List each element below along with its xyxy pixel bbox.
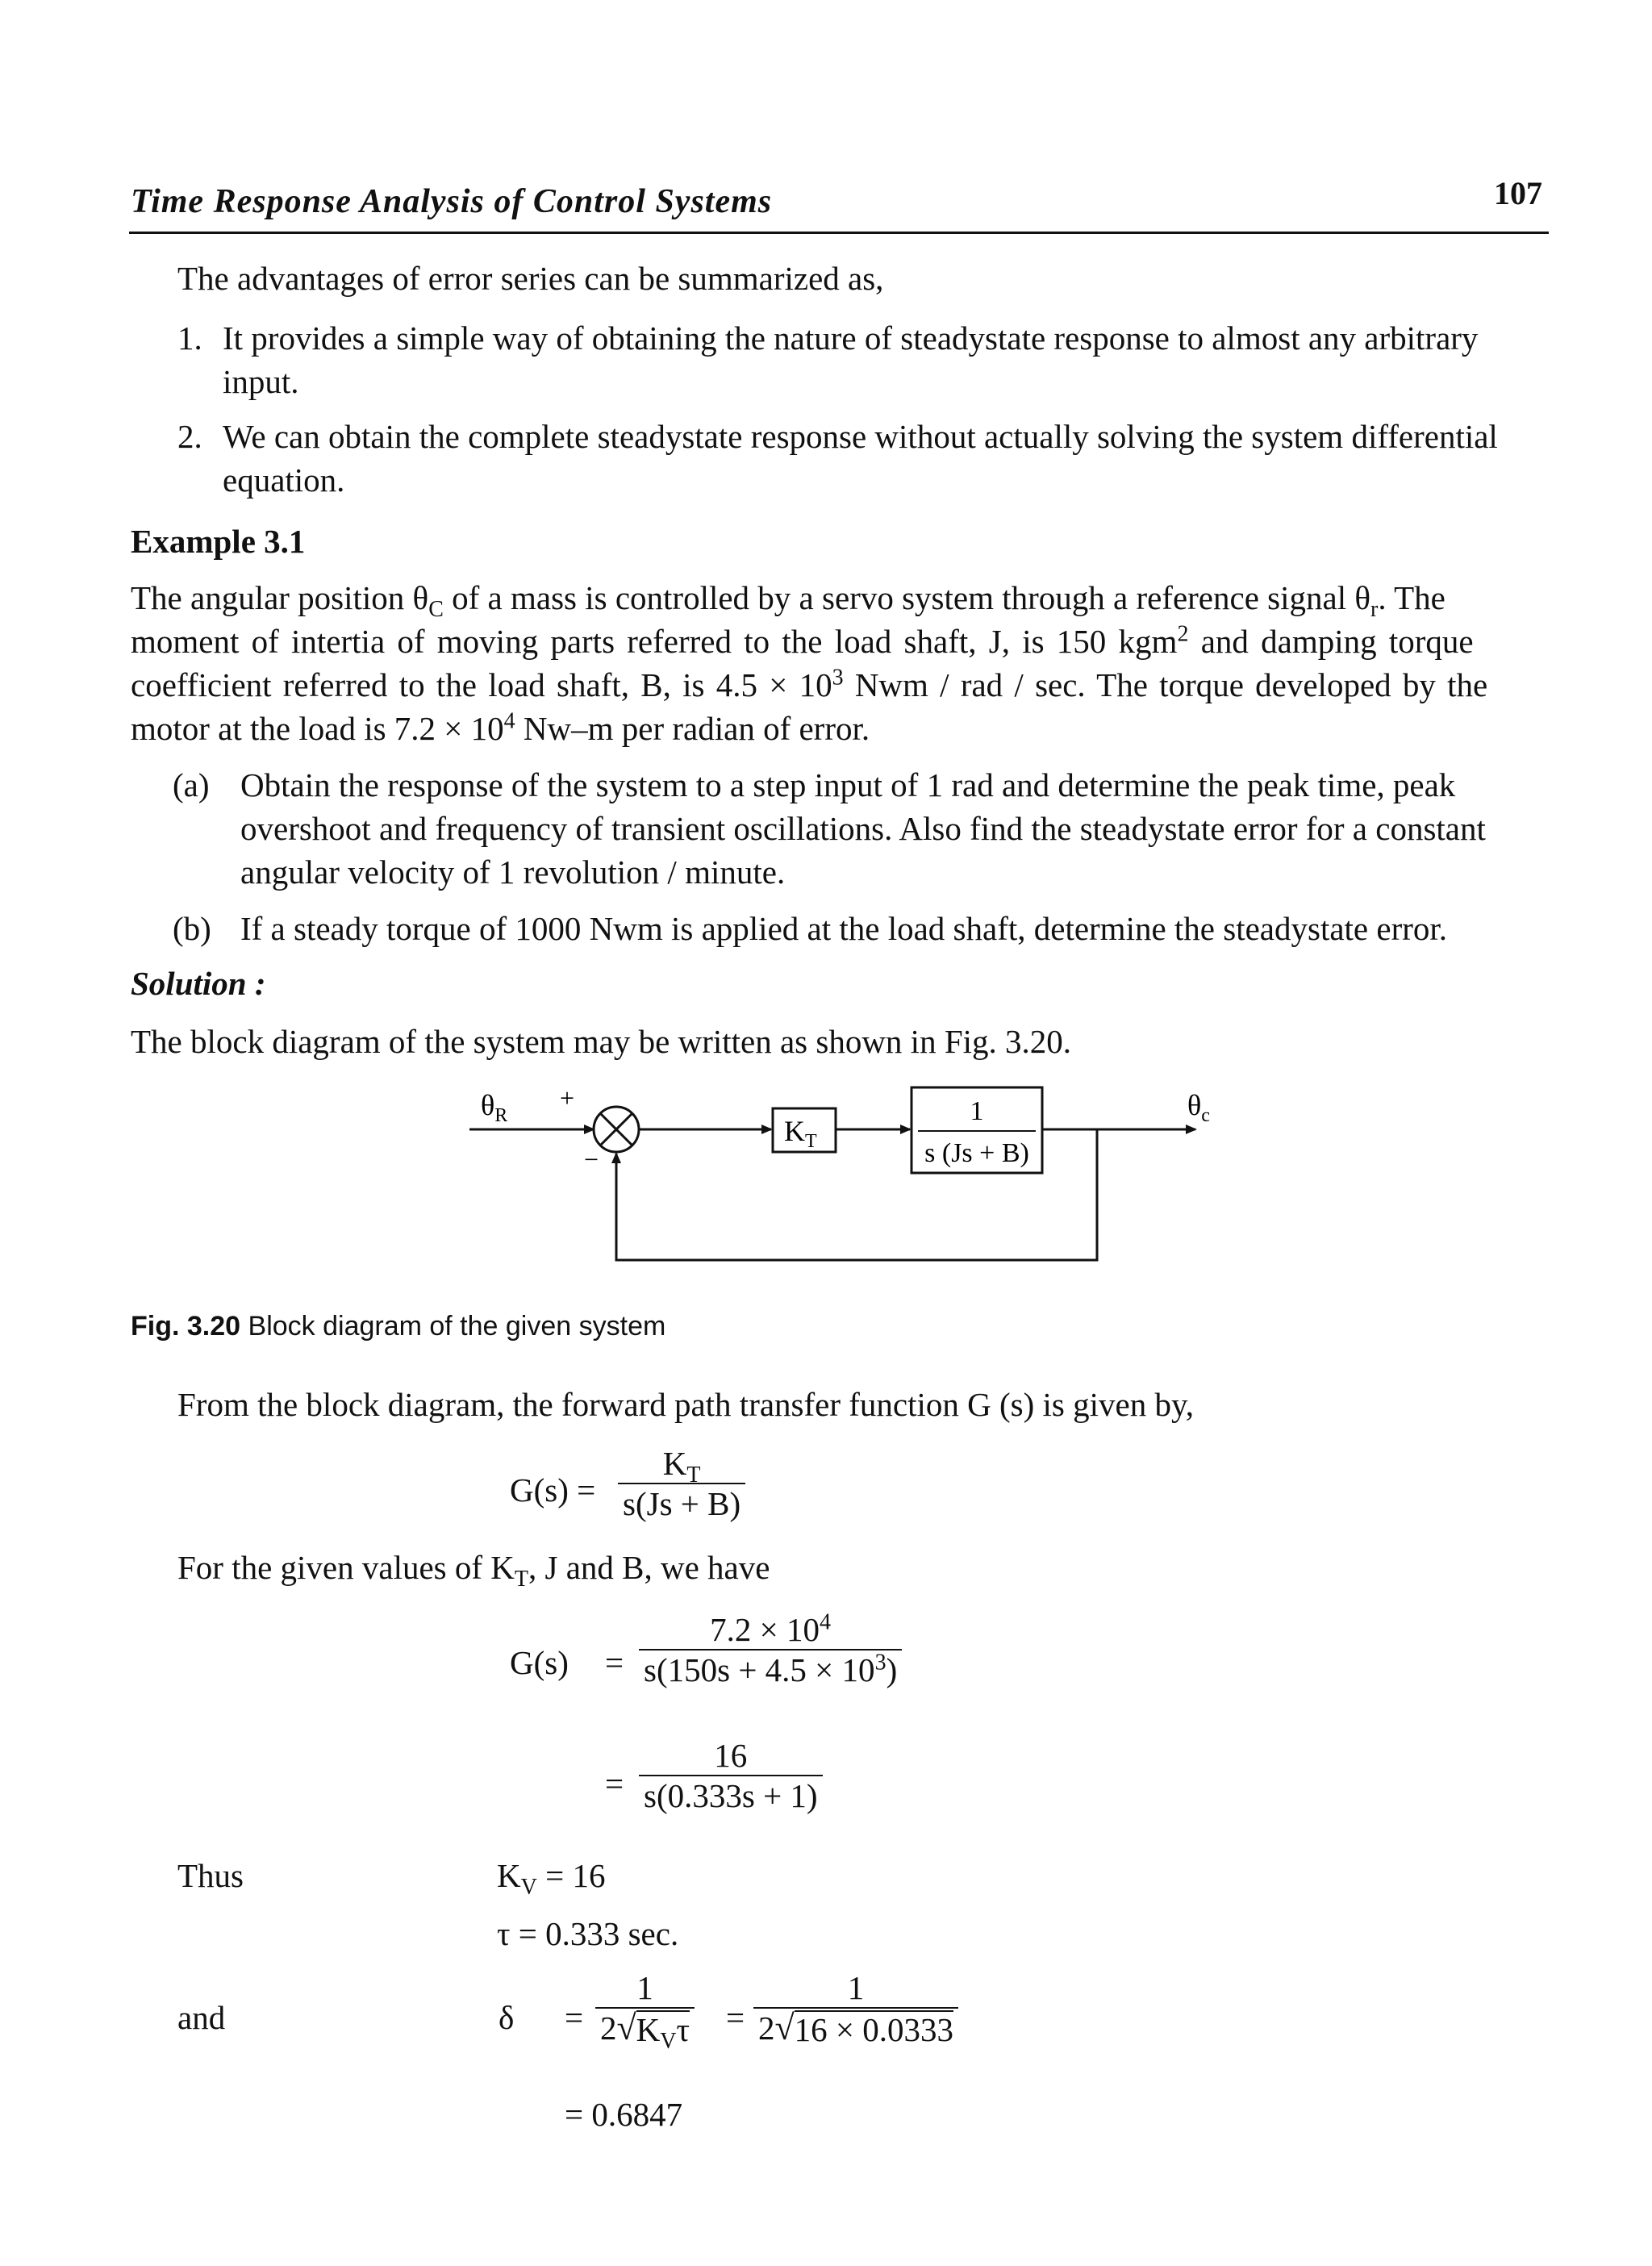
part-b-line-1: If a steady torque of 1000 Nwm is applied at the load shaft, determine the steadystate error.	[240, 910, 1448, 947]
delta-result: = 0.6847	[565, 2096, 683, 2133]
gain-block-label: $K_T$	[784, 1115, 817, 1152]
list-item-text: We can obtain the complete steadystate response without actually solving the system differential	[223, 418, 1498, 455]
part-a-line-3: angular velocity of 1 revolution / minute.	[240, 853, 786, 891]
figure-caption-text: Block diagram of the given system	[248, 1311, 666, 1342]
eq3-equals: =	[605, 1765, 624, 1802]
plus-sign: +	[560, 1083, 575, 1112]
solution-heading: Solution :	[131, 965, 266, 1002]
block-diagram	[452, 1073, 1242, 1283]
list-item-text-cont: input.	[223, 363, 299, 400]
delta-equals-2: =	[726, 1999, 745, 2036]
plant-denominator: s (Js + B)	[924, 1138, 1029, 1168]
eq2-equals: =	[605, 1644, 624, 1681]
minus-sign: −	[584, 1145, 599, 1174]
solution-text: The block diagram of the system may be written as shown in Fig. 3.20.	[131, 1023, 1072, 1060]
intro-lead: The advantages of error series can be summarized as,	[177, 260, 884, 297]
list-item-number: 2.	[177, 418, 202, 455]
delta-fraction-2: 1 2 √ 16 × 0.0333	[753, 1968, 958, 2047]
list-item-text-cont: equation.	[223, 461, 345, 499]
part-a-line-1: Obtain the response of the system to a step input of 1 rad and determine the peak time, peak	[240, 766, 1456, 803]
delta-symbol: δ	[499, 1999, 515, 2036]
example-text-line-4: motor at the load is $7.2 \times 10^4$ Nw–m per radian of error.	[131, 708, 870, 747]
page-number: 107	[1494, 175, 1542, 211]
list-item-number: 1.	[177, 319, 202, 357]
derivation-line-2: For the given values of $K_T$, J and B, we have	[177, 1549, 770, 1592]
output-signal-label: $\theta_c$	[1187, 1089, 1210, 1126]
input-signal-label: $\theta_R$	[481, 1089, 508, 1126]
thus-label: Thus	[177, 1857, 244, 1894]
header-rule	[129, 232, 1549, 234]
eq1-fraction: $\frac{K_T}{s(Js + B)}$	[618, 1444, 745, 1523]
figure-label: Fig. 3.20	[131, 1311, 241, 1342]
delta-equals: =	[565, 1999, 584, 2036]
part-a-line-2: overshoot and frequency of transient oscillations. Also find the steadystate error for a constant	[240, 810, 1486, 847]
part-label-b: (b)	[173, 910, 211, 947]
list-item-text: It provides a simple way of obtaining the nature of steadystate response to almost any arbitrary	[223, 319, 1479, 357]
example-text-line-3: coefficient referred to the load shaft, B, is $4.5 \times 10^3$ Nwm / rad / sec. The torque developed by the	[131, 665, 1488, 703]
eq2-fraction: $\frac{7.2 \times 10^4}{s(150s + 4.5 \times 10^3)}$	[639, 1610, 902, 1689]
summing-junction	[594, 1107, 639, 1152]
example-text-line-2: moment of intertia of moving parts referred to the load shaft, J, is 150 kgm$^2$ and damping torque	[131, 621, 1474, 660]
eq1-lhs: G(s) =	[510, 1471, 596, 1509]
running-header-title: Time Response Analysis of Control Systems	[131, 183, 773, 220]
and-label: and	[177, 1999, 226, 2036]
figure-caption	[131, 1311, 665, 1342]
tau-value: τ = 0.333 sec.	[497, 1915, 679, 1952]
plant-numerator: 1	[970, 1096, 984, 1126]
eq2-lhs: G(s)	[510, 1644, 569, 1681]
example-heading: Example 3.1	[131, 523, 306, 560]
derivation-intro: From the block diagram, the forward path transfer function G (s) is given by,	[177, 1386, 1195, 1423]
kv-value: $K_V = 16$	[497, 1857, 606, 1901]
part-label-a: (a)	[173, 766, 210, 803]
delta-fraction-1: 1 2 √ $K_V\tau$	[595, 1968, 695, 2047]
example-text-line-1: The angular position $\theta_C$ of a mass is controlled by a servo system through a reference signal $\theta_r$. The	[131, 579, 1446, 623]
eq3-fraction: $\frac{16}{s(0.333s + 1)}$	[639, 1736, 823, 1815]
